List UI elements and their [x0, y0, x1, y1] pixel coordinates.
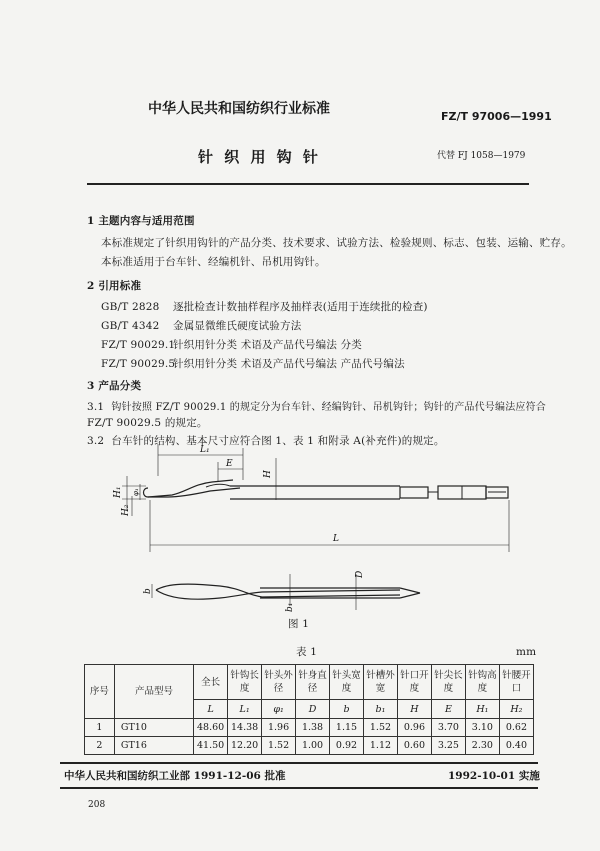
table-cell: 0.92: [330, 737, 364, 755]
table-symbol-cell: H₂: [499, 700, 533, 719]
table-cell: 14.38: [228, 719, 262, 737]
page-number: 208: [88, 800, 106, 810]
table-caption: 表 1: [296, 646, 318, 658]
table-cell: 0.96: [397, 719, 431, 737]
footer-rule-top: [60, 762, 538, 764]
table-cell: GT10: [114, 719, 193, 737]
table-header-cell: 针头外径: [262, 665, 296, 700]
table-unit: mm: [516, 646, 537, 658]
footer-rule-bottom: [60, 787, 538, 789]
table-cell: 0.60: [397, 737, 431, 755]
table-cell: 0.40: [499, 737, 533, 755]
table-symbol-cell: D: [296, 700, 330, 719]
table-symbol-cell: b₁: [363, 700, 397, 719]
reference-item: GB/T 2828 逐批检查计数抽样程序及抽样表(适用于连续批的检查): [101, 301, 428, 313]
label-H: H: [263, 470, 273, 478]
table-cell: 12.20: [228, 737, 262, 755]
table-row: [85, 737, 534, 755]
table-cell: 1.15: [330, 719, 364, 737]
table-cell: 1.52: [262, 737, 296, 755]
table-symbol-cell: E: [431, 700, 465, 719]
table-header-cell: 针尖长度: [431, 665, 465, 700]
clause-3-1-cont: FZ/T 90029.5 的规定。: [87, 417, 208, 429]
reference-item: FZ/T 90029.5针织用针分类 术语及产品代号编法 产品代号编法: [101, 358, 405, 370]
table-header-cell: 针钩高度: [465, 665, 499, 700]
table-cell: 2: [85, 737, 115, 755]
table-cell: 0.62: [499, 719, 533, 737]
issuer-title: 中华人民共和国纺织行业标准: [148, 101, 330, 117]
table-symbol-cell: L: [194, 700, 228, 719]
section-1-heading: 1 主题内容与适用范围: [87, 215, 195, 227]
table-header-row: [85, 665, 534, 700]
replaces-note: 代替 FJ 1058—1979: [437, 151, 526, 161]
table-header-cell: 针头宽度: [330, 665, 364, 700]
table-cell: GT16: [114, 737, 193, 755]
approval-line: 中华人民共和国纺织工业部 1991-12-06 批准: [64, 770, 286, 782]
table-header-cell: 针槽外宽: [363, 665, 397, 700]
table-header-cell: 产品型号: [114, 665, 193, 719]
section-1-para-1: 本标准规定了针织用钩针的产品分类、技术要求、试验方法、检验规则、标志、包装、运输、贮存。: [101, 237, 572, 249]
reference-item: FZ/T 90029.1针织用针分类 术语及产品代号编法 分类: [101, 339, 362, 351]
clause-3-1: 3.1 钩针按照 FZ/T 90029.1 的规定分为台车针、经编钩针、吊机钩针；钩针的产品代号编法应符合: [87, 401, 547, 413]
section-3-heading: 3 产品分类: [87, 380, 142, 392]
table-cell: 1.12: [363, 737, 397, 755]
table-cell: 3.25: [431, 737, 465, 755]
standard-number: FZ/T 97006—1991: [441, 110, 552, 123]
label-b1: b₁: [285, 602, 295, 612]
table-symbol-cell: b: [330, 700, 364, 719]
label-phi1: φ₁: [132, 488, 140, 496]
label-H2: H₂: [121, 504, 131, 516]
label-E: E: [226, 459, 233, 469]
table-cell: 48.60: [194, 719, 228, 737]
table-cell: 1.38: [296, 719, 330, 737]
reference-item: GB/T 4342 金属显微维氏硬度试验方法: [101, 320, 302, 332]
table-header-cell: 全长: [194, 665, 228, 700]
table-cell: 3.70: [431, 719, 465, 737]
label-L: L: [333, 534, 339, 544]
table-cell: 1.00: [296, 737, 330, 755]
table-cell: 3.10: [465, 719, 499, 737]
table-cell: 2.30: [465, 737, 499, 755]
label-L1: L₁: [200, 445, 210, 455]
table-header-cell: 针腰开口: [499, 665, 533, 700]
table-header-cell: 序号: [85, 665, 115, 719]
table-symbol-cell: φ₁: [262, 700, 296, 719]
table-row: [85, 719, 534, 737]
label-b: b: [143, 588, 153, 594]
label-H1: H₁: [113, 486, 123, 498]
document-title: 针 织 用 钩 针: [198, 148, 321, 166]
figure-caption: 图 1: [288, 618, 310, 630]
table-header-cell: 针钩长度: [228, 665, 262, 700]
table-cell: 1: [85, 719, 115, 737]
table-header-cell: 针口开度: [397, 665, 431, 700]
label-D: D: [355, 570, 365, 578]
table-cell: 41.50: [194, 737, 228, 755]
table-symbol-cell: H: [397, 700, 431, 719]
table-cell: 1.52: [363, 719, 397, 737]
table-symbol-cell: L₁: [228, 700, 262, 719]
section-2-heading: 2 引用标准: [87, 280, 142, 292]
table-symbol-cell: H₁: [465, 700, 499, 719]
table-header-cell: 针身直径: [296, 665, 330, 700]
section-1-para-2: 本标准适用于台车针、经编机针、吊机用钩针。: [101, 256, 326, 268]
clause-3-2: 3.2 台车针的结构、基本尺寸应符合图 1、表 1 和附录 A(补充件)的规定。: [87, 435, 445, 447]
spec-table: [84, 664, 534, 755]
implementation-date: 1992-10-01 实施: [448, 770, 540, 782]
table-cell: 1.96: [262, 719, 296, 737]
